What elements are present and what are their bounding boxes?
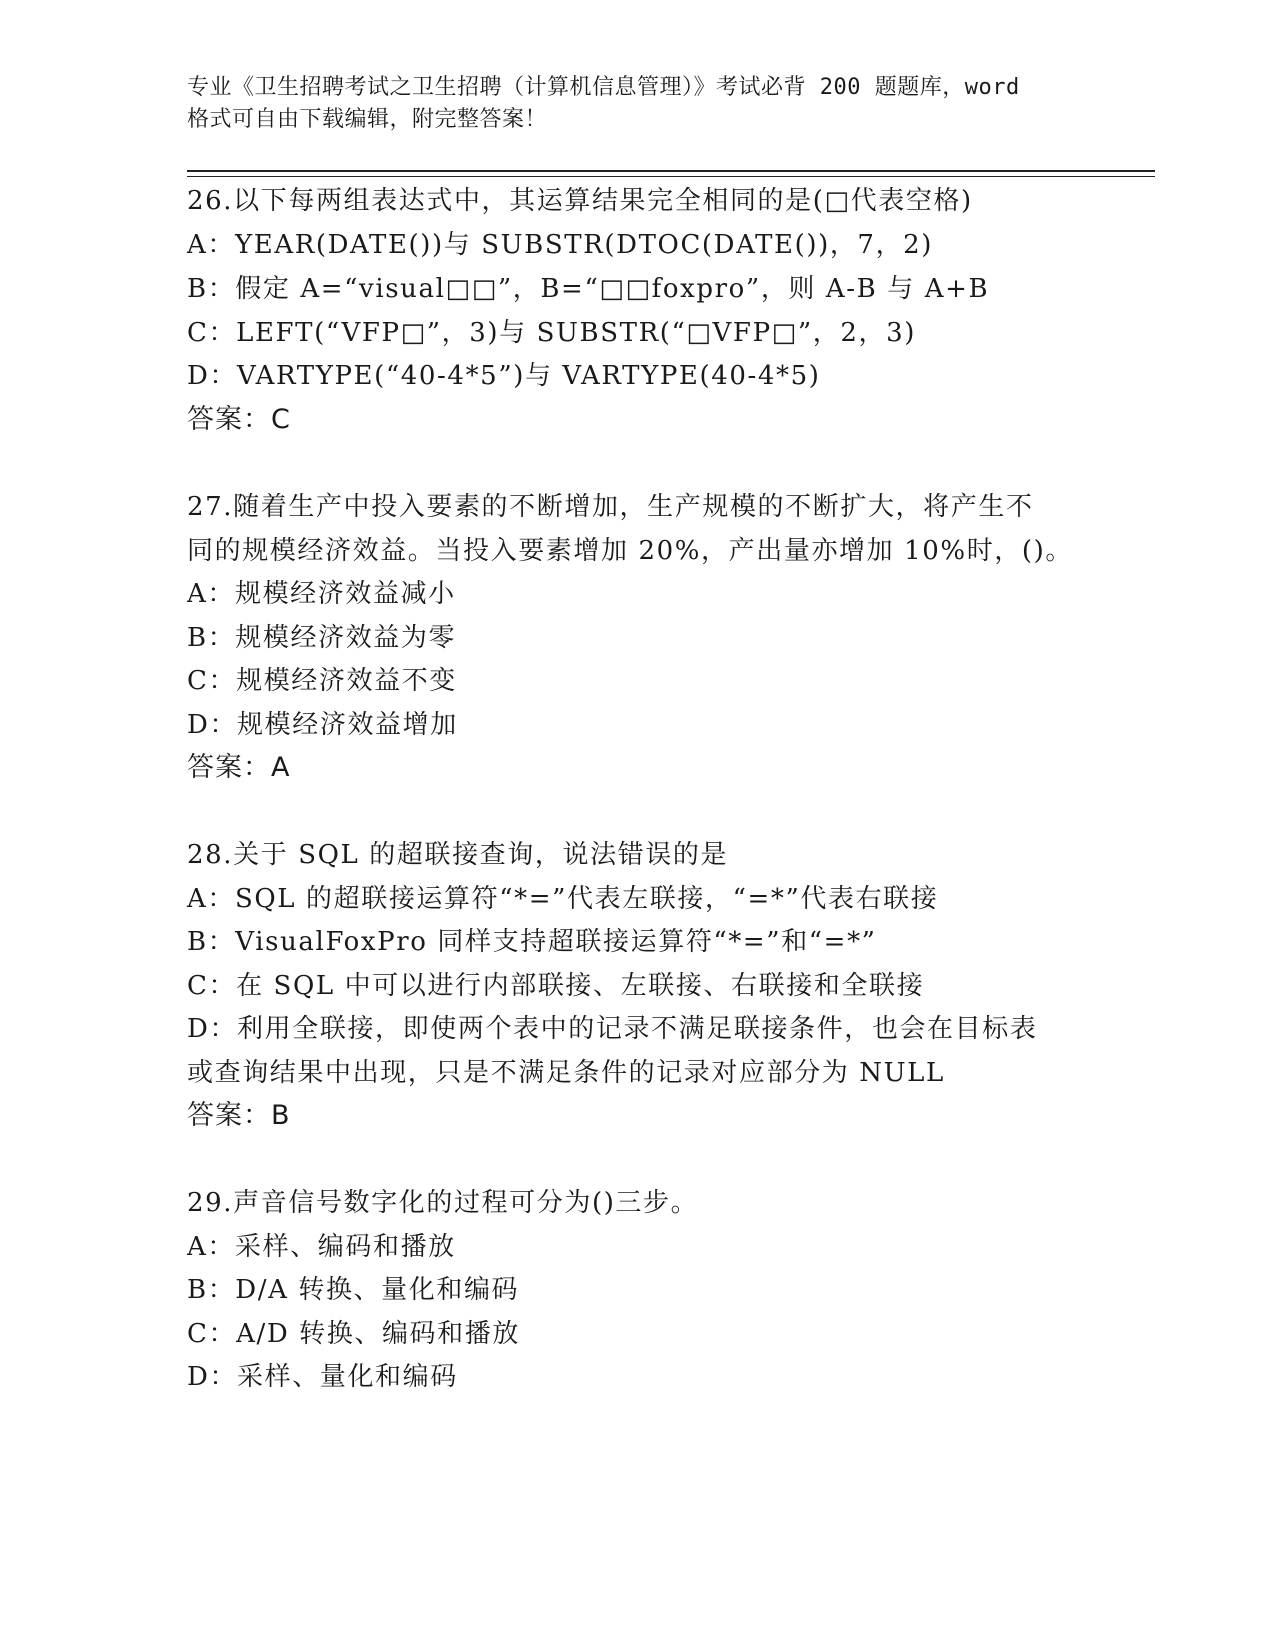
question-27-option-c: C：规模经济效益不变: [187, 666, 457, 696]
question-28-option-a: A：SQL 的超联接运算符“*=”代表左联接，“=*”代表右联接: [187, 884, 939, 914]
question-26-option-d: D：VARTYPE(“40-4*5”)与 VARTYPE(40-4*5): [187, 361, 821, 391]
question-29-option-c: C：A/D 转换、编码和播放: [187, 1319, 520, 1349]
question-28-option-d-cont: 或查询结果中出现，只是不满足条件的记录对应部分为 NULL: [187, 1058, 945, 1088]
question-28-option-b: B：VisualFoxPro 同样支持超联接运算符“*=”和“=*”: [187, 927, 877, 957]
question-28-stem: 28.关于 SQL 的超联接查询，说法错误的是: [187, 840, 729, 870]
header-line-2: 格式可自由下载编辑，附完整答案！: [187, 107, 548, 132]
question-26-stem: 26.以下每两组表达式中，其运算结果完全相同的是(□代表空格): [187, 186, 973, 216]
header-divider-thin: [187, 176, 1155, 177]
question-28-option-c: C：在 SQL 中可以进行内部联接、左联接、右联接和全联接: [187, 971, 925, 1001]
question-27-option-b: B：规模经济效益为零: [187, 623, 457, 653]
question-28-answer: 答案：B: [187, 1100, 291, 1131]
question-27-stem: 27.随着生产中投入要素的不断增加，生产规模的不断扩大，将产生不: [187, 492, 1034, 522]
header-line-1: 专业《卫生招聘考试之卫生招聘（计算机信息管理）》考试必背 200 题题库，word: [187, 75, 1020, 100]
question-29-stem: 29.声音信号数字化的过程可分为()三步。: [187, 1188, 699, 1218]
question-29-option-d: D：采样、量化和编码: [187, 1362, 458, 1392]
question-27-option-a: A：规模经济效益减小: [187, 579, 456, 609]
question-29-option-b: B：D/A 转换、量化和编码: [187, 1275, 520, 1305]
question-27-stem-cont: 同的规模经济效益。当投入要素增加 20%，产出量亦增加 10%时，()。: [187, 536, 1073, 566]
question-26-answer: 答案：C: [187, 404, 291, 435]
question-27-option-d: D：规模经济效益增加: [187, 710, 458, 740]
question-28-option-d: D：利用全联接，即使两个表中的记录不满足联接条件，也会在目标表: [187, 1014, 1038, 1044]
question-27-answer: 答案：A: [187, 752, 291, 783]
header-divider-thick: [187, 170, 1155, 172]
question-29-option-a: A：采样、编码和播放: [187, 1232, 456, 1262]
question-26-option-b: B：假定 A=“visual□□”，B=“□□foxpro”，则 A-B 与 A+B: [187, 274, 990, 304]
question-26-option-a: A：YEAR(DATE())与 SUBSTR(DTOC(DATE())，7，2): [187, 230, 934, 260]
question-26-option-c: C：LEFT(“VFP□”，3)与 SUBSTR(“□VFP□”，2，3): [187, 318, 916, 348]
